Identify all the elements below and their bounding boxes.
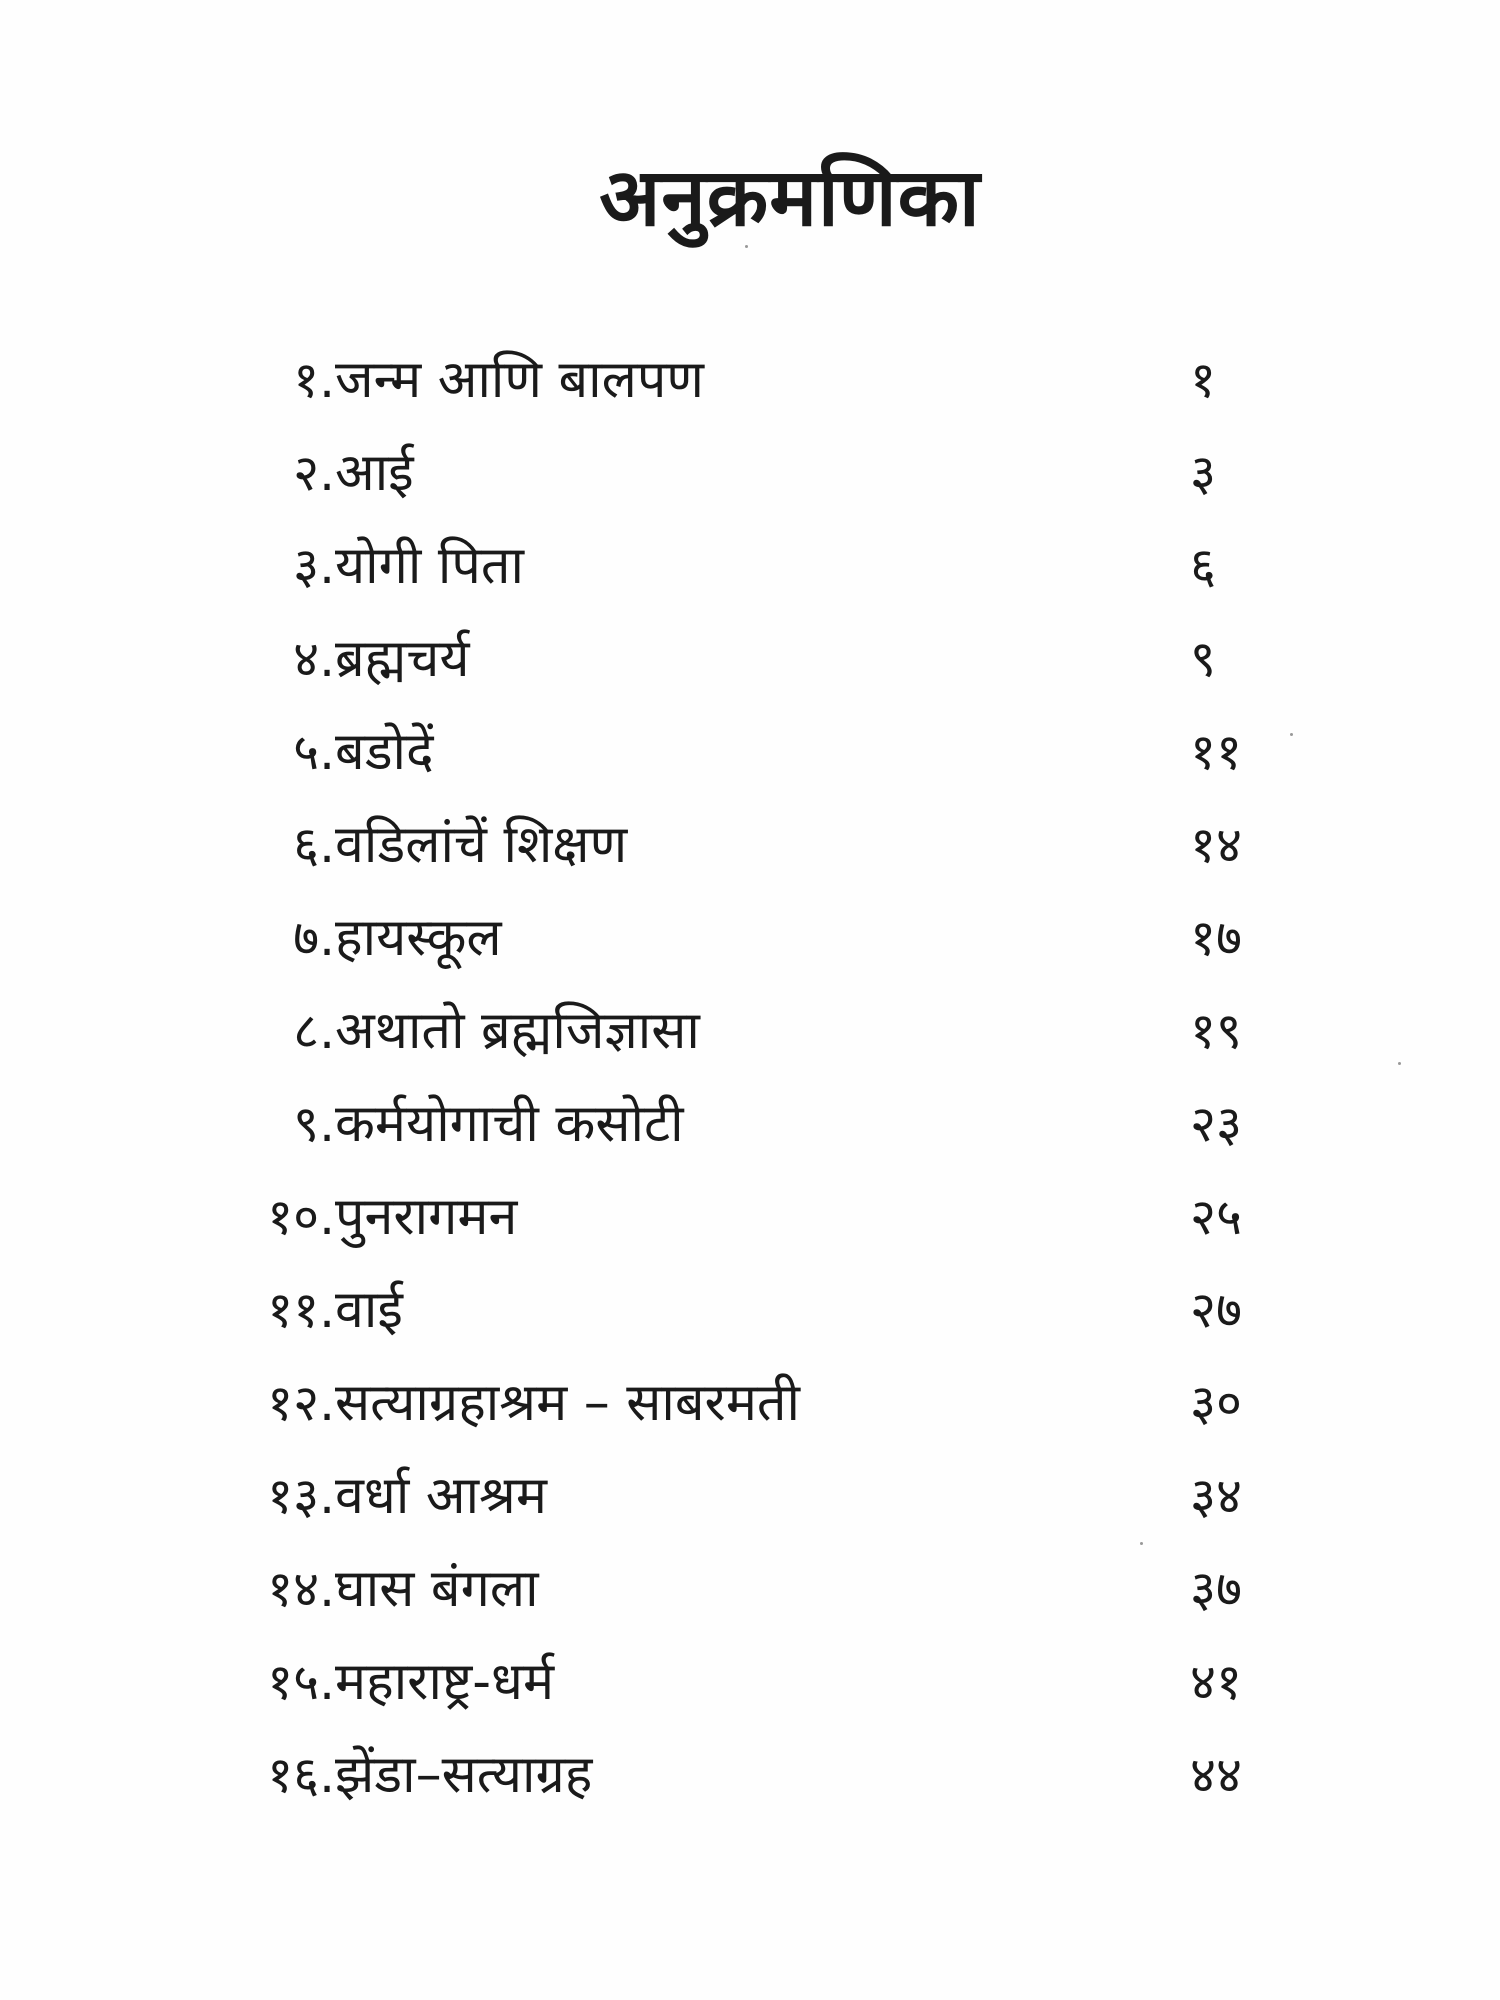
page-number: ६ (1190, 537, 1216, 595)
chapter-title: वाई (335, 1280, 403, 1340)
page-number: २३ (1190, 1095, 1242, 1153)
chapter-title: घास बंगला (335, 1559, 539, 1619)
page-number: २५ (1190, 1188, 1242, 1246)
page-number: २७ (1190, 1281, 1242, 1339)
page-number: १९ (1190, 1002, 1242, 1060)
page-title: अनुक्रमणिका (599, 151, 981, 244)
chapter-number: ७. (293, 909, 335, 967)
print-speck (1398, 1062, 1401, 1065)
page-number: १४ (1190, 816, 1242, 874)
toc-entry[interactable] (0, 531, 1500, 624)
chapter-number: ५. (293, 723, 335, 781)
page-number: ३० (1190, 1374, 1242, 1432)
print-speck (1290, 733, 1293, 736)
toc-entry[interactable] (0, 903, 1500, 996)
page-number: ११ (1190, 723, 1242, 781)
chapter-title: सत्याग्रहाश्रम – साबरमती (335, 1373, 801, 1433)
chapter-number: १५. (267, 1653, 335, 1711)
chapter-number: ९. (293, 1095, 335, 1153)
toc-entry[interactable] (0, 1182, 1500, 1275)
print-speck (745, 245, 748, 248)
toc-entry[interactable] (0, 1368, 1500, 1461)
chapter-number: १०. (267, 1188, 335, 1246)
chapter-number: १. (293, 351, 335, 409)
toc-entry[interactable] (0, 438, 1500, 531)
chapter-number: २. (293, 444, 335, 502)
toc-entry[interactable] (0, 1647, 1500, 1740)
toc-entry[interactable] (0, 1554, 1500, 1647)
toc-entry[interactable] (0, 1461, 1500, 1554)
chapter-title: ब्रह्मचर्य (335, 629, 470, 689)
chapter-title: वडिलांचें शिक्षण (335, 815, 628, 875)
chapter-title: योगी पिता (335, 536, 525, 596)
chapter-title: अथातो ब्रह्मजिज्ञासा (335, 1001, 700, 1061)
chapter-title: जन्म आणि बालपण (335, 350, 705, 410)
print-speck (1140, 1542, 1143, 1545)
chapter-title: वर्धा आश्रम (335, 1466, 547, 1526)
page-number: ३ (1190, 444, 1216, 502)
chapter-title: आई (335, 443, 414, 503)
page-number: ४१ (1190, 1653, 1242, 1711)
chapter-number: १२. (267, 1374, 335, 1432)
chapter-number: ४. (293, 630, 335, 688)
toc-entry[interactable] (0, 996, 1500, 1089)
chapter-number: ६. (293, 816, 335, 874)
page-number: ३७ (1190, 1560, 1242, 1618)
page-number: ९ (1190, 630, 1216, 688)
toc-entry[interactable] (0, 1089, 1500, 1182)
toc-entry[interactable] (0, 810, 1500, 903)
chapter-number: १३. (267, 1467, 335, 1525)
toc-entry[interactable] (0, 717, 1500, 810)
toc-entry[interactable] (0, 624, 1500, 717)
chapter-number: १४. (267, 1560, 335, 1618)
chapter-title: हायस्कूल (335, 908, 502, 968)
chapter-title: बडोदें (335, 722, 434, 782)
toc-entry[interactable] (0, 1275, 1500, 1368)
page-number: १७ (1190, 909, 1242, 967)
page-number: ३४ (1190, 1467, 1242, 1525)
chapter-title: कर्मयोगाची कसोटी (335, 1094, 684, 1154)
chapter-number: ८. (293, 1002, 335, 1060)
table-of-contents (0, 345, 1500, 1833)
chapter-number: ३. (293, 537, 335, 595)
chapter-number: ११. (267, 1281, 335, 1339)
page-number: १ (1190, 351, 1216, 409)
toc-entry[interactable] (0, 1740, 1500, 1833)
chapter-title: पुनरागमन (335, 1187, 518, 1247)
chapter-title: झेंडा–सत्याग्रह (335, 1745, 593, 1805)
chapter-number: १६. (267, 1746, 335, 1804)
page-number: ४४ (1190, 1746, 1242, 1804)
chapter-title: महाराष्ट्र-धर्म (335, 1652, 555, 1712)
toc-entry[interactable] (0, 345, 1500, 438)
